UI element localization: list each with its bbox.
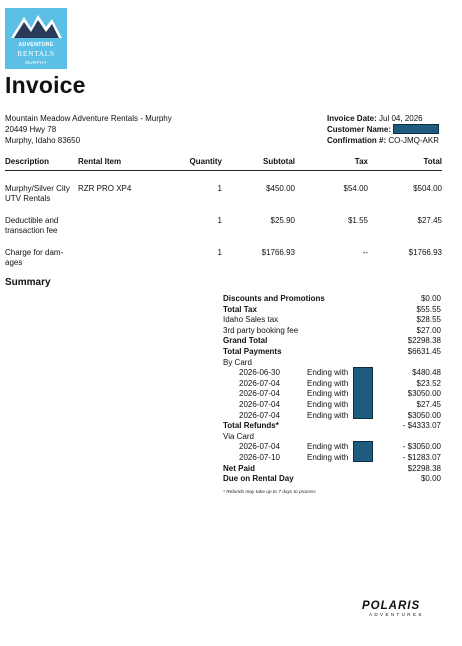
ending-with-label: Ending with [307,389,349,399]
row-description: Murphy/Silver City UTV Rentals [5,184,70,203]
refund-date: 2026-07-04 [239,442,280,452]
total-refunds-value: - $4333.07 [402,421,441,431]
payment-date: 2026-07-04 [239,378,280,388]
row-rental-item: RZR PRO XP4 [78,184,132,193]
net-paid-value: $2298.38 [407,463,441,473]
row-quantity: 1 [217,216,222,225]
due-value: $0.00 [420,474,441,484]
summary-row [223,305,441,316]
summary-row [223,347,441,358]
summary-heading: Summary [5,277,51,288]
payment-amount: $3050.00 [407,410,441,420]
refund-amount: - $3050.00 [402,442,441,452]
row-tax: -- [362,248,368,257]
ending-with-label: Ending with [307,368,349,378]
booking-fee-label: 3rd party booking fee [223,325,299,335]
page-title: Invoice [5,72,86,98]
col-description: Description [5,157,50,166]
row-description: Charge for dam- ages [5,248,64,267]
row-quantity: 1 [217,248,222,257]
ending-with-label: Ending with [307,452,349,462]
total-payments-label: Total Payments [223,346,282,356]
row-description: Deductible and transaction fee [5,216,59,235]
table-header [5,157,442,171]
customer-name-label: Customer Name: [327,125,392,134]
payment-row [223,411,441,422]
net-paid-label: Net Paid [223,463,256,473]
refund-row [223,442,441,453]
col-rental-item: Rental Item [78,157,122,166]
summary-row [223,336,441,347]
confirmation-label: Confirmation #: [327,136,387,145]
logo-line2: RENTALS [17,49,55,58]
refund-note: * Refunds may take up to 7 days to process [223,490,316,495]
summary-row [223,432,441,443]
refund-row [223,453,441,464]
idaho-tax-label: Idaho Sales tax [223,315,279,325]
col-subtotal: Subtotal [263,157,295,166]
ending-with-label: Ending with [307,378,349,388]
col-quantity: Quantity [189,157,222,166]
refund-amount: - $1283.07 [402,452,441,462]
payment-row [223,400,441,411]
row-tax: $1.55 [347,216,368,225]
row-subtotal: $25.90 [270,216,295,225]
refund-date: 2026-07-10 [239,452,280,462]
row-quantity: 1 [217,184,222,193]
invoice-date: Jul 04, 2026 [379,114,423,123]
mountain-icon [5,8,67,42]
redacted-card-numbers [353,441,373,462]
summary-table [223,294,441,485]
row-tax: $54.00 [343,184,368,193]
invoice-meta [327,113,457,146]
grand-total-value: $2298.38 [407,336,441,346]
row-total: $504.00 [413,184,442,193]
by-card-label: By Card [223,357,252,367]
discounts-label: Discounts and Promotions [223,294,325,303]
via-card-label: Via Card [223,431,254,441]
idaho-tax-value: $28.55 [416,315,441,325]
summary-row [223,326,441,337]
invoice-date-label: Invoice Date: [327,114,377,123]
logo-line3: MURPHY [25,60,47,65]
discounts-value: $0.00 [420,294,441,303]
polaris-logo [362,600,442,617]
payment-amount: $3050.00 [407,389,441,399]
col-tax: Tax [354,157,368,166]
summary-row [223,358,441,369]
col-total: Total [423,157,442,166]
company-logo [5,8,67,69]
summary-row [223,474,441,485]
ending-with-label: Ending with [307,410,349,420]
total-refunds-label: Total Refunds* [223,421,279,431]
total-payments-value: $6631.45 [407,346,441,356]
payment-row [223,379,441,390]
payment-amount: $480.48 [412,368,441,378]
summary-row [223,315,441,326]
redacted-card-numbers [353,367,373,419]
payment-amount: $27.45 [416,399,441,409]
ending-with-label: Ending with [307,399,349,409]
brand-name: POLARIS [362,600,421,612]
confirmation-number: CO-JMQ-AKR [388,136,440,145]
summary-row [223,421,441,432]
payment-date: 2026-07-04 [239,399,280,409]
redacted-customer-name [393,124,439,134]
company-address [5,113,172,146]
payment-date: 2026-07-04 [239,389,280,399]
summary-row [223,464,441,475]
payment-row [223,389,441,400]
row-subtotal: $1766.93 [261,248,295,257]
due-label: Due on Rental Day [223,474,294,484]
ending-with-label: Ending with [307,442,349,452]
brand-sub: ADVENTURES [369,612,424,617]
company-street: 20449 Hwy 78 [5,125,57,134]
payment-date: 2026-07-04 [239,410,280,420]
booking-fee-value: $27.00 [416,325,441,335]
row-subtotal: $450.00 [266,184,295,193]
payment-amount: $23.52 [416,378,441,388]
company-name: Mountain Meadow Adventure Rentals - Murphy [5,114,172,123]
row-total: $27.45 [417,216,442,225]
total-tax-value: $55.55 [416,304,441,314]
logo-line1: ADVENTURE [18,42,54,48]
payment-date: 2026-06-30 [239,368,280,378]
grand-total-label: Grand Total [223,336,268,346]
row-total: $1766.93 [408,248,442,257]
summary-row [223,294,441,305]
company-city: Murphy, Idaho 83650 [5,136,81,145]
payment-row [223,368,441,379]
total-tax-label: Total Tax [223,304,257,314]
